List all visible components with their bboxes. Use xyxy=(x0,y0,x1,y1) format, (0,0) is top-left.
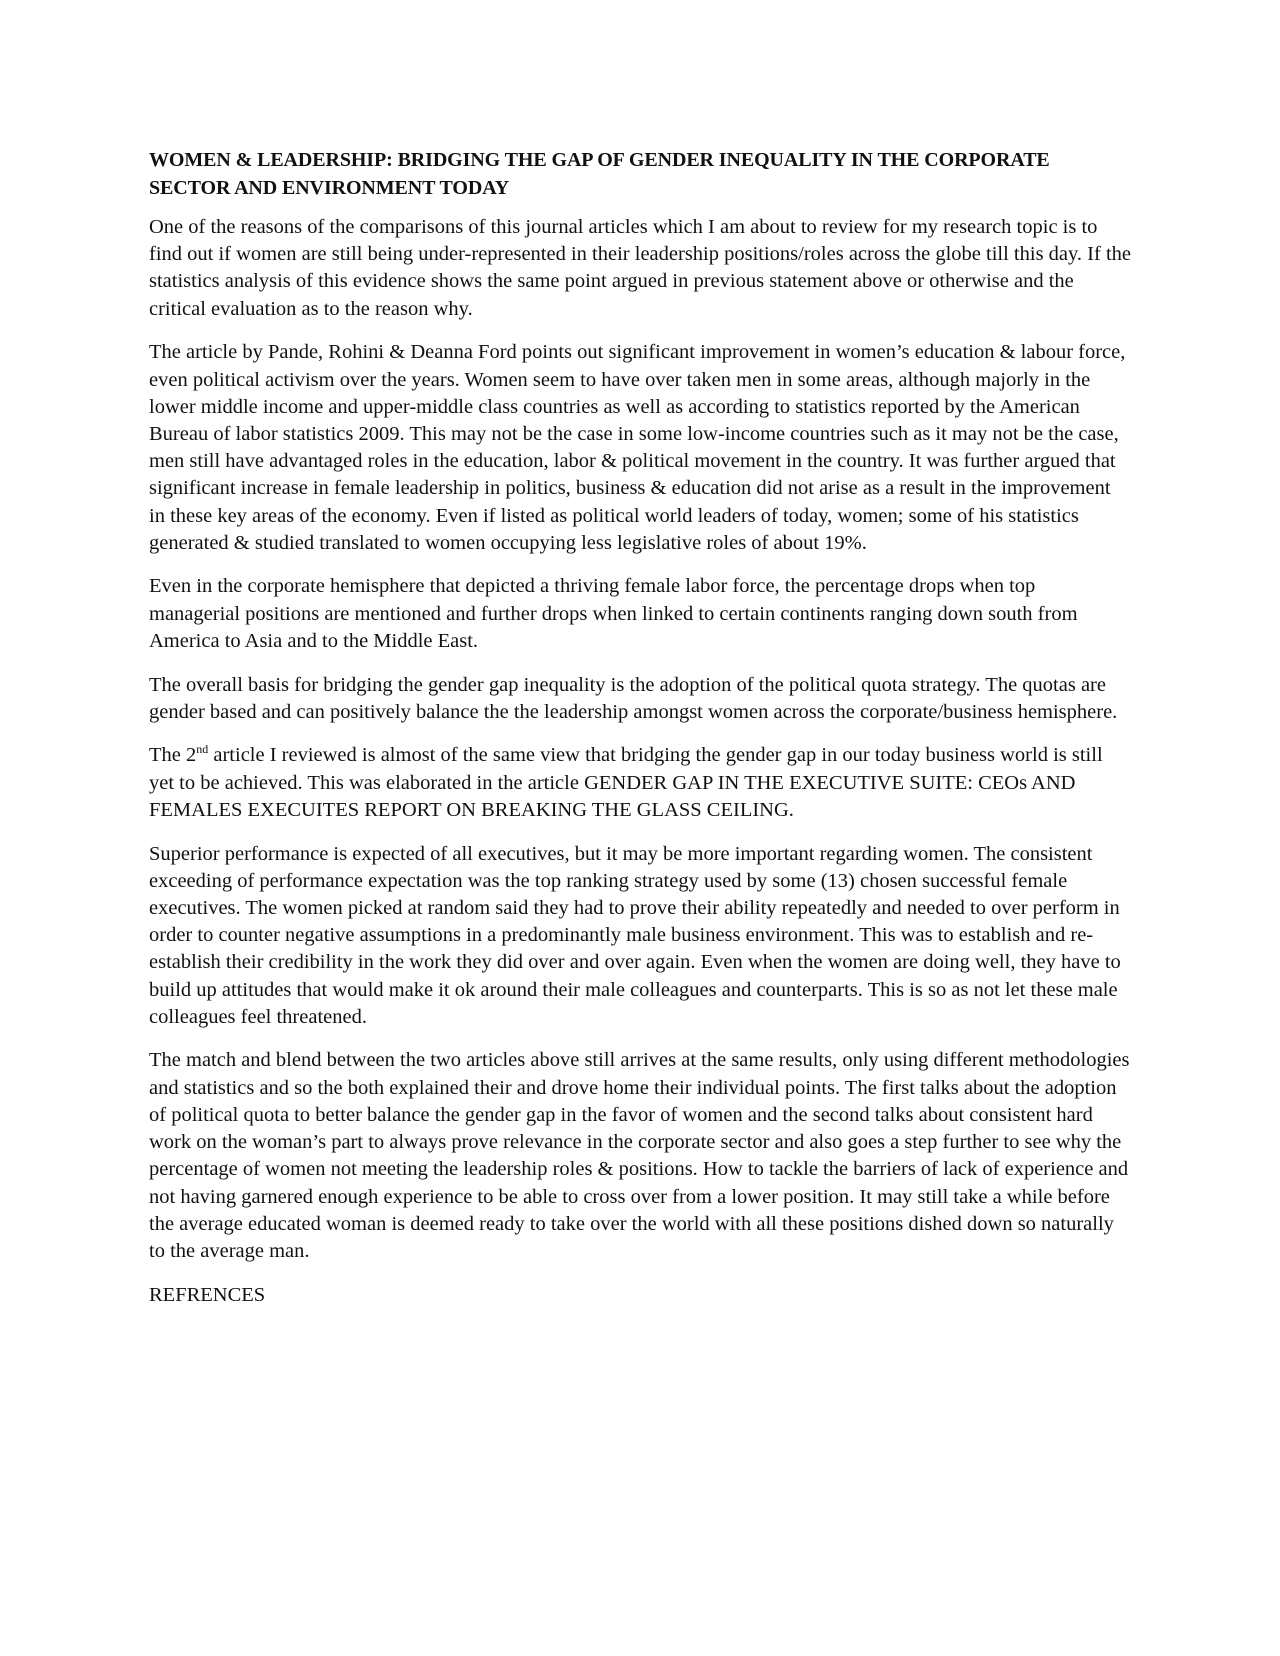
paragraph-corporate-hemisphere: Even in the corporate hemisphere that depicted a thriving female labor force, the percentage drops when top managerial positions are mentioned and further drops when linked to certain continents ranging down south from America to Asia and to the Middle East. xyxy=(149,575,1078,652)
ordinal-suffix: nd xyxy=(196,742,209,757)
document-title: WOMEN & LEADERSHIP: BRIDGING THE GAP OF GENDER INEQUALITY IN THE CORPORATE SECTOR AND ENVIRONMENT TODAY xyxy=(149,149,1050,199)
paragraph-intro: One of the reasons of the comparisons of this journal articles which I am about to review for my research topic is to find out if women are still being under-represented in their leadership positions/roles across the globe till this day. If the statistics analysis of this evidence shows the same point argued in previous statement above or otherwise and the critical evaluation as to the reason why. xyxy=(149,216,1132,320)
second-article-body: article I reviewed is almost of the same view that bridging the gender gap in our today business world is still yet to be achieved. This was elaborated in the article GENDER GAP IN THE EXECUTIVE SUITE: CEOs AND FEMALES EXECUITES REPORT ON BREAKING THE GLASS CEILING. xyxy=(149,744,1103,821)
references-heading: REFRENCES xyxy=(149,1283,266,1306)
paragraph-superior-performance: Superior performance is expected of all executives, but it may be more important regarding women. The consistent exceeding of performance expectation was the top ranking strategy used by some (13) chosen successful female executives. The women picked at random said they had to prove their ability repeatedly and needed to over perform in order to counter negative assumptions in a predominantly male business environment. This was to establish and re-establish their credibility in the work they did over and over again. Even when the women are doing well, they have to build up attitudes that would make it ok around their male colleagues and counterparts. This is so as not let these male colleagues feel threatened. xyxy=(149,842,1121,1028)
paragraph-second-article xyxy=(149,742,1131,824)
paragraph-first-article: The article by Pande, Rohini & Deanna Ford points out significant improvement in women’s education & labour force, even political activism over the years. Women seem to have over taken men in some areas, although majorly in the lower middle income and upper-middle class countries as well as according to statistics reported by the American Bureau of labor statistics 2009. This may not be the case in some low-income countries such as it may not be the case, men still have advantaged roles in the education, labor & political movement in the country. It was further argued that significant increase in female leadership in politics, business & education did not arise as a result in the improvement in these key areas of the economy. Even if listed as political world leaders of today, women; some of his statistics generated & studied translated to women occupying less legislative roles of about 19%. xyxy=(149,341,1126,554)
paragraph-quota-strategy: The overall basis for bridging the gender gap inequality is the adoption of the political quota strategy. The quotas are gender based and can positively balance the the leadership amongst women across the corporate/business hemisphere. xyxy=(149,673,1118,723)
paragraph-conclusion: The match and blend between the two articles above still arrives at the same results, only using different methodologies and statistics and so the both explained their and drove home their individual points. The first talks about the adoption of political quota to better balance the gender gap in the favor of women and the second talks about consistent hard work on the woman’s part to always prove relevance in the corporate sector and also goes a step further to see why the percentage of women not meeting the leadership roles & positions. How to tackle the barriers of lack of experience and not having garnered enough experience to be able to cross over from a lower position. It may still take a while before the average educated woman is deemed ready to take over the world with all these positions dished down so naturally to the average man. xyxy=(149,1049,1130,1262)
second-article-lead: The 2 xyxy=(149,744,197,767)
